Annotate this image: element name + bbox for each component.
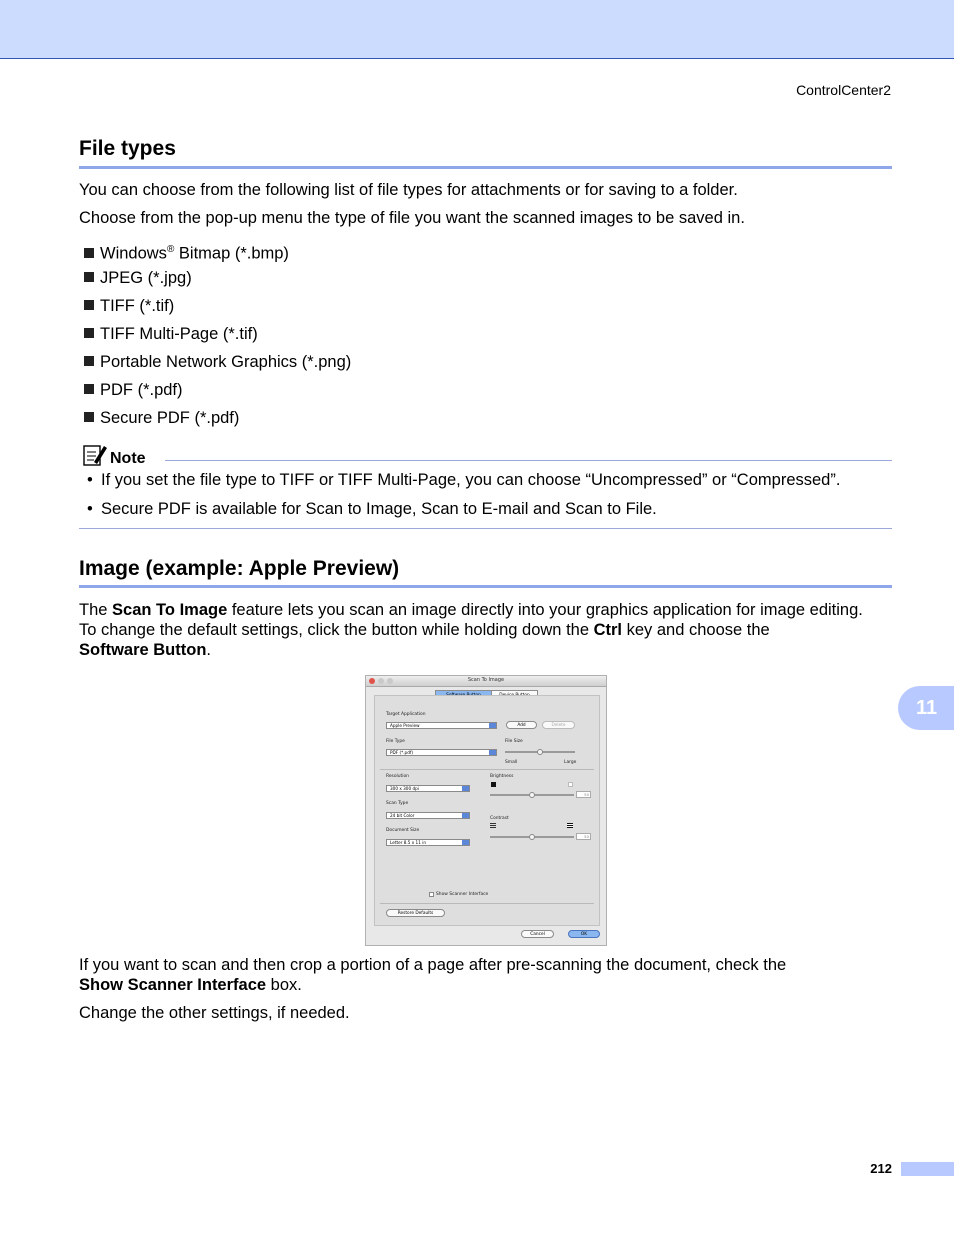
- brightness-label: Brightness: [490, 774, 514, 779]
- target-application-popup[interactable]: Apple Preview: [386, 722, 497, 729]
- popup-arrow-icon: [489, 750, 496, 755]
- note-item: • Secure PDF is available for Scan to Image, Scan to E-mail and Scan to File.: [87, 500, 657, 518]
- popup-arrow-icon: [462, 840, 469, 845]
- resolution-label: Resolution: [386, 774, 409, 779]
- contrast-slider-knob[interactable]: [529, 834, 535, 840]
- running-head: ControlCenter2: [796, 82, 891, 98]
- delete-button[interactable]: Delete: [542, 721, 575, 729]
- note-bottom-rule: [79, 528, 892, 529]
- separator: [380, 903, 594, 904]
- paragraph: The Scan To Image feature lets you scan an image directly into your graphics application for image editing.: [79, 601, 863, 619]
- popup-arrow-icon: [489, 723, 496, 728]
- dialog-title: Scan To Image: [467, 677, 505, 683]
- note-pencil-icon: [82, 443, 108, 467]
- separator: [380, 769, 594, 770]
- bullet-square-icon: [84, 300, 94, 310]
- section-rule: [79, 166, 892, 169]
- paragraph: If you want to scan and then crop a portion of a page after pre-scanning the document, check the: [79, 956, 787, 974]
- dialog-titlebar: [366, 676, 606, 687]
- show-scanner-checkbox[interactable]: [429, 892, 434, 897]
- scan-type-popup[interactable]: 24 bit Color: [386, 812, 470, 819]
- file-size-large-label: Large: [564, 760, 577, 765]
- note-heading: Note: [82, 443, 146, 468]
- page-number-bar: [901, 1162, 954, 1176]
- file-size-label: File Size: [505, 739, 523, 744]
- bullet-square-icon: [84, 356, 94, 366]
- bullet-square-icon: [84, 412, 94, 422]
- list-item: Windows® Bitmap (*.bmp): [84, 240, 289, 264]
- section-rule: [79, 585, 892, 588]
- restore-defaults-button[interactable]: Restore Defaults: [386, 909, 445, 917]
- chapter-tab: 11: [898, 686, 954, 730]
- list-item: Secure PDF (*.pdf): [84, 408, 239, 428]
- bullet-square-icon: [84, 384, 94, 394]
- contrast-label: Contrast: [490, 816, 509, 821]
- section-title-image: Image (example: Apple Preview): [79, 557, 400, 580]
- contrast-high-icon: [567, 823, 573, 828]
- note-item: • If you set the file type to TIFF or TIFF Multi-Page, you can choose “Uncompressed” or “Compressed”.: [87, 471, 841, 489]
- brightness-slider-knob[interactable]: [529, 792, 535, 798]
- note-rule: [165, 460, 892, 461]
- document-size-label: Document Size: [386, 828, 420, 833]
- paragraph: To change the default settings, click the button while holding down the Ctrl key and choose the: [79, 621, 770, 639]
- file-size-slider-knob[interactable]: [537, 749, 543, 755]
- ok-button[interactable]: OK: [568, 930, 600, 938]
- section-title-file-types: File types: [79, 137, 176, 160]
- brightness-light-icon: [568, 782, 573, 787]
- list-item: TIFF (*.tif): [84, 296, 174, 316]
- scan-to-image-dialog: [365, 675, 607, 946]
- page-number: 212: [870, 1161, 892, 1176]
- paragraph: Show Scanner Interface box.: [79, 976, 302, 994]
- contrast-low-icon: [490, 823, 496, 828]
- header-band: [0, 0, 954, 59]
- resolution-popup[interactable]: 300 x 300 dpi: [386, 785, 470, 792]
- cancel-button[interactable]: Cancel: [521, 930, 554, 938]
- paragraph: Software Button.: [79, 641, 212, 659]
- add-button[interactable]: Add: [506, 721, 537, 729]
- file-type-label: File Type: [386, 739, 405, 744]
- popup-arrow-icon: [462, 813, 469, 818]
- list-item: Portable Network Graphics (*.png): [84, 352, 351, 372]
- paragraph: You can choose from the following list of file types for attachments or for saving to a folder.: [79, 181, 738, 199]
- show-scanner-label: Show Scanner Interface: [436, 892, 489, 897]
- paragraph: Choose from the pop-up menu the type of file you want the scanned images to be saved in.: [79, 209, 745, 227]
- scan-type-label: Scan Type: [386, 801, 409, 806]
- list-item: PDF (*.pdf): [84, 380, 183, 400]
- target-application-label: Target Application: [386, 712, 426, 717]
- bullet-square-icon: [84, 248, 94, 258]
- bullet-square-icon: [84, 272, 94, 282]
- list-item: JPEG (*.jpg): [84, 268, 192, 288]
- bullet-square-icon: [84, 328, 94, 338]
- dialog-panel: [374, 695, 600, 926]
- document-size-popup[interactable]: Letter 8.5 x 11 in: [386, 839, 470, 846]
- brightness-value-field[interactable]: 50: [576, 791, 591, 798]
- file-type-popup[interactable]: PDF (*.pdf): [386, 749, 497, 756]
- file-size-small-label: Small: [505, 760, 518, 765]
- list-item: TIFF Multi-Page (*.tif): [84, 324, 258, 344]
- contrast-value-field[interactable]: 50: [576, 833, 591, 840]
- popup-arrow-icon: [462, 786, 469, 791]
- brightness-dark-icon: [491, 782, 496, 787]
- paragraph: Change the other settings, if needed.: [79, 1004, 350, 1022]
